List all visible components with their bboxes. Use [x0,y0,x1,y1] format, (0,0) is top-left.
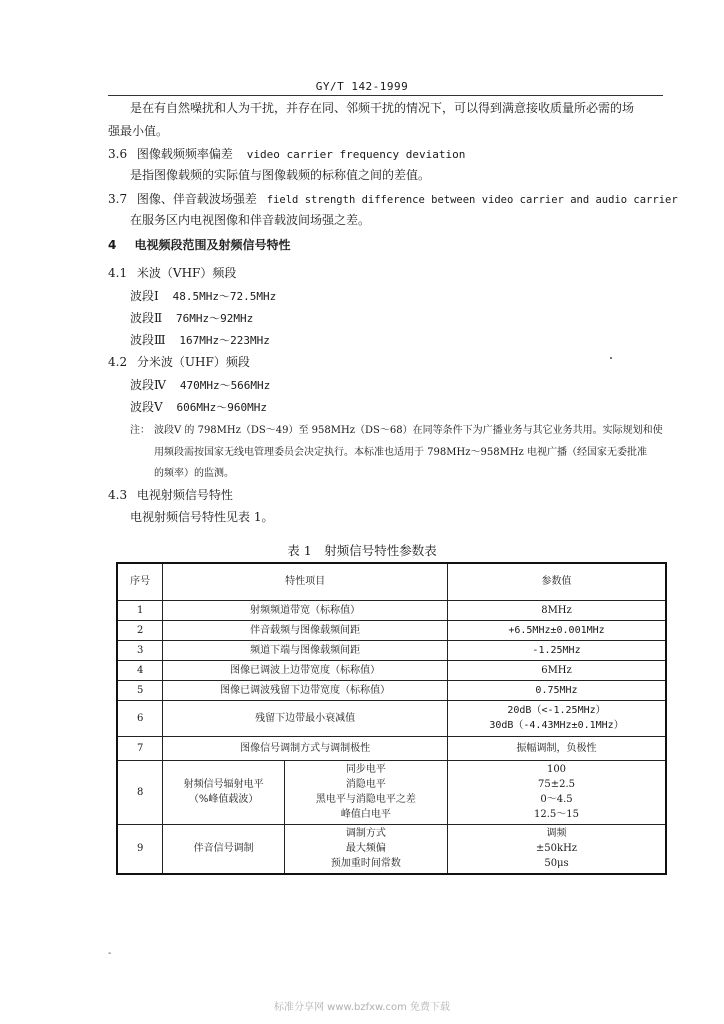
note-label: 注： [130,425,150,436]
section-number: 3.7 [108,192,128,206]
row-item: 频道下端与图像载频间距 [163,640,448,660]
subitem: 同步电平 [345,764,386,775]
header-value: 参数值 [448,563,666,600]
band-range: 167MHz～223MHz [179,334,270,347]
header-rule [108,95,663,96]
section-3-6-definition: 是指图像载频的实际值与图像载频的标称值之间的差值。 [130,168,431,182]
row-subitems [284,824,447,874]
band-row [130,376,270,393]
section-3-7-heading [108,190,678,207]
row-item: 射频频道带宽（标称值） [163,600,448,620]
band-range: 76MHz～92MHz [176,312,254,325]
subvalue: 12.5～15 [534,809,579,820]
section-3-6-heading [108,145,465,162]
spec-table [116,562,667,875]
footer-watermark: 标准分享网 www.bzfxw.com 免费下载 [274,1002,450,1013]
row-value: -1.25MHz [448,640,666,660]
section-4-3-text: 电视射频信号特性见表 1。 [130,510,274,524]
subvalue: ±50kHz [535,843,578,855]
subitem: 消隐电平 [345,779,386,790]
section-4-1-heading [108,264,236,281]
band-name: 波段Ⅴ [130,400,163,414]
section-4-3-heading [108,486,233,503]
table-row [117,600,666,620]
table-row [117,700,666,736]
table-row [117,660,666,680]
row-no: 9 [117,824,163,874]
subitem: 最大频偏 [345,843,386,855]
row-value [448,700,666,736]
paragraph-continuation-line2: 强最小值。 [108,124,169,138]
subvalue: 0～4.5 [540,794,573,805]
row-value-line: 30dB（-4.43MHz±0.1MHz） [489,720,624,731]
row-item: 伴音信号调制 [163,824,284,874]
row-item-line: 射频信号辐射电平 [183,779,264,790]
row-item: 图像信号调制方式与调制极性 [163,736,448,760]
scan-speck [610,357,612,359]
row-value: +6.5MHz±0.001MHz [448,620,666,640]
band-row [130,398,267,415]
table-header-row [117,563,666,600]
subitem: 黑电平与消隐电平之差 [315,794,416,805]
row-value: 振幅调制，负极性 [448,736,666,760]
table-row [117,736,666,760]
section-title: 电视频段范围及射频信号特性 [134,238,291,252]
row-item: 残留下边带最小衰减值 [163,700,448,736]
band-row [130,287,276,304]
row-item-line: （%峰值载波） [188,794,259,805]
section-title: 分米波（UHF）频段 [136,355,250,369]
row-no: 5 [117,680,163,700]
row-no: 7 [117,736,163,760]
band-range: 606MHz～960MHz [176,401,267,414]
row-values [448,760,666,824]
row-item: 伴音载频与图像载频间距 [163,620,448,640]
section-number: 4 [108,238,117,252]
band-name: 波段Ⅱ [130,311,163,325]
row-item [163,760,284,824]
stray-dash-mark: - [108,948,112,959]
table-caption: 表 1 射频信号特性参数表 [287,543,437,558]
band-row [130,309,253,326]
section-4-heading [108,236,291,253]
band-range: 470MHz～566MHz [179,379,271,392]
section-title: 图像、伴音载波场强差 [136,192,257,206]
row-subitems [284,760,447,824]
subvalue: 75±2.5 [538,779,576,790]
row-value-line: 20dB（<-1.25MHz） [507,705,606,716]
row-no: 6 [117,700,163,736]
row-values [448,824,666,874]
subitem: 调制方式 [345,828,386,840]
header-no: 序号 [117,563,163,600]
row-item: 图像已调波残留下边带宽度（标称值） [163,680,448,700]
band-range: 48.5MHz～72.5MHz [172,290,277,303]
table-row [117,680,666,700]
table-row [117,760,666,824]
note-line1: 波段Ⅴ 的 798MHz（DS～49）至 958MHz（DS～68）在同等条件下为广播业务与其它业务共用。实际规划和使 [154,425,663,436]
section-number: 4.3 [108,488,128,502]
section-title: 图像载频频率偏差 [136,147,233,161]
paragraph-continuation-line1: 是在有自然噪扰和人为干扰，并存在同、邻频干扰的情况下，可以得到满意接收质量所必需的场 [130,101,635,115]
section-title: 米波（VHF）频段 [136,266,237,280]
band-row [130,331,270,348]
header-item: 特性项目 [163,563,448,600]
row-no: 3 [117,640,163,660]
subitem: 峰值白电平 [340,809,391,820]
subitem: 预加重时间常数 [330,858,401,870]
row-value: 8MHz [448,600,666,620]
table-row [117,640,666,660]
row-no: 8 [117,760,163,824]
section-number: 4.2 [108,355,128,369]
row-item: 图像已调波上边带宽度（标称值） [163,660,448,680]
row-value: 0.75MHz [448,680,666,700]
subvalue: 调频 [546,828,567,840]
band-name: 波段Ⅰ [130,289,159,303]
note-line2: 用频段需按国家无线电管理委员会决定执行。本标准也适用于 798MHz～958MHz 电视广播（经国家无委批准 [154,447,647,458]
band-name: 波段Ⅲ [130,333,166,347]
table-row [117,620,666,640]
section-3-7-definition: 在服务区内电视图像和伴音载波间场强之差。 [130,213,371,227]
page-header-code: GY/T 142-1999 [315,80,409,93]
row-no: 4 [117,660,163,680]
subvalue: 100 [546,764,567,775]
subvalue: 50μs [544,858,569,870]
section-number: 3.6 [108,147,128,161]
table-row [117,824,666,874]
row-no: 2 [117,620,163,640]
row-no: 1 [117,600,163,620]
band-name: 波段Ⅳ [130,378,166,392]
section-english-term: field strength difference between video carrier and audio carrier [266,194,678,206]
row-value: 6MHz [448,660,666,680]
section-english-term: video carrier frequency deviation [246,148,466,161]
section-number: 4.1 [108,266,128,280]
section-title: 电视射频信号特性 [136,488,233,502]
note-line3: 的频率）的监测。 [154,468,234,479]
section-4-2-heading [108,353,250,370]
